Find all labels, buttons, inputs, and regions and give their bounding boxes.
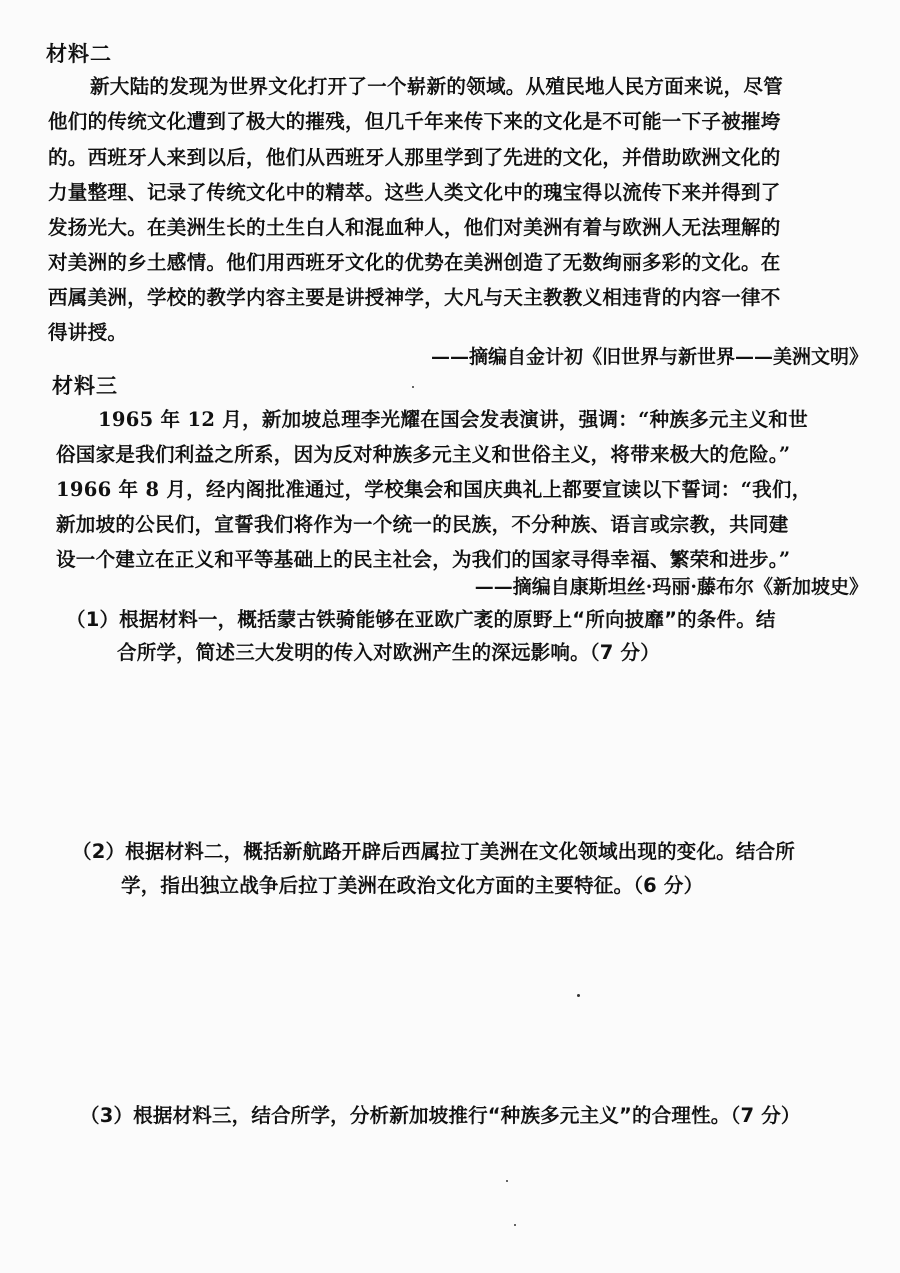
material-2-line: 力量整理、记录了传统文化中的精萃。这些人类文化中的瑰宝得以流传下来并得到了 [48,181,781,204]
material-3-line: 新加坡的公民们，宣誓我们将作为一个统一的民族，不分种族、语言或宗教，共同建 [56,513,789,536]
material-3-line: 1965 年 12 月，新加坡总理李光耀在国会发表演讲，强调：“种族多元主义和世 [98,408,808,431]
scan-speck [577,994,580,997]
material-2-source: ——摘编自金计初《旧世界与新世界——美洲文明》 [430,346,868,368]
material-2-line: 的。西班牙人来到以后，他们从西班牙人那里学到了先进的文化，并借助欧洲文化的 [48,146,781,169]
material-2-line: 西属美洲，学校的教学内容主要是讲授神学，大凡与天主教教义相违背的内容一律不 [48,286,781,309]
material-3-heading: 材料三 [52,374,118,398]
material-2-heading: 材料二 [46,42,112,66]
question-2-line-1: （2）根据材料二，概括新航路开辟后西属拉丁美洲在文化领域出现的变化。结合所 [72,840,795,863]
scan-speck [514,1224,516,1226]
material-2-line: 发扬光大。在美洲生长的土生白人和混血种人，他们对美洲有着与欧洲人无法理解的 [48,216,781,239]
material-3-source: ——摘编自康斯坦丝·玛丽·藤布尔《新加坡史》 [474,576,868,598]
question-3-line-1: （3）根据材料三，结合所学，分析新加坡推行“种族多元主义”的合理性。（7 分） [80,1104,801,1127]
material-2-line: 对美洲的乡土感情。他们用西班牙文化的优势在美洲创造了无数绚丽多彩的文化。在 [48,251,781,274]
scan-speck [412,386,414,388]
question-1-line-1: （1）根据材料一，概括蒙古铁骑能够在亚欧广袤的原野上“所向披靡”的条件。结 [66,608,776,631]
question-2-line-2: 学，指出独立战争后拉丁美洲在政治文化方面的主要特征。（6 分） [121,874,704,897]
scan-speck [506,1180,508,1182]
question-1-line-2: 合所学，简述三大发明的传入对欧洲产生的深远影响。（7 分） [117,641,660,664]
material-3-line: 俗国家是我们利益之所系，因为反对种族多元主义和世俗主义，将带来极大的危险。” [56,443,791,466]
material-3-line: 设一个建立在正义和平等基础上的民主社会，为我们的国家寻得幸福、繁荣和进步。” [56,548,791,571]
material-2-line: 他们的传统文化遭到了极大的摧残，但几千年来传下来的文化是不可能一下子被摧垮 [48,110,781,133]
material-2-line: 得讲授。 [48,321,128,344]
material-3-line: 1966 年 8 月，经内阁批准通过，学校集会和国庆典礼上都要宣读以下誓词：“我们， [56,478,812,501]
material-2-line: 新大陆的发现为世界文化打开了一个崭新的领域。从殖民地人民方面来说，尽管 [90,75,784,98]
